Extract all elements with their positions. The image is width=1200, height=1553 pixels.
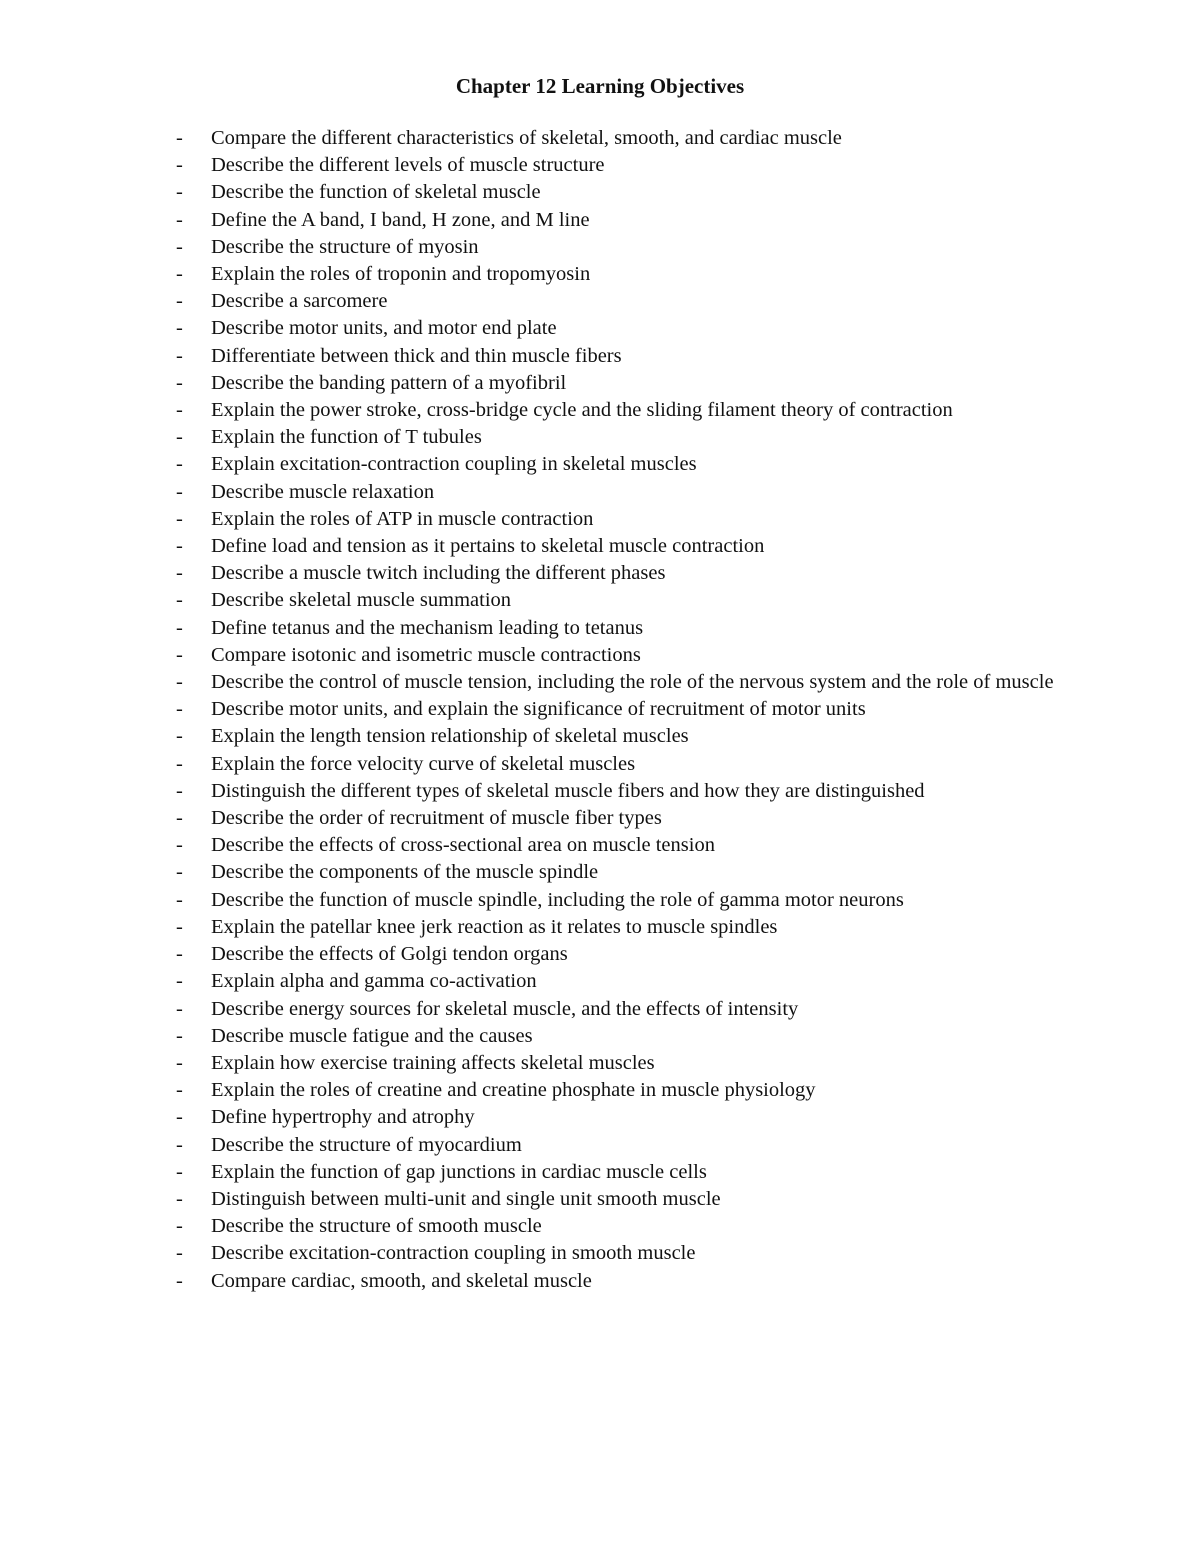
objective-text: Explain the function of T tubules <box>211 426 482 449</box>
dash-bullet: - <box>176 426 183 449</box>
list-item <box>176 207 1056 234</box>
list-item <box>176 560 1056 587</box>
objective-text: Describe the effects of Golgi tendon organs <box>211 943 568 966</box>
list-item <box>176 887 1056 914</box>
dash-bullet: - <box>176 997 183 1020</box>
dash-bullet: - <box>176 480 183 503</box>
objective-text: Explain the function of gap junctions in cardiac muscle cells <box>211 1160 707 1183</box>
list-item <box>176 859 1056 886</box>
objective-text: Describe muscle fatigue and the causes <box>211 1024 533 1047</box>
list-item <box>176 1186 1056 1213</box>
list-item <box>176 914 1056 941</box>
objective-text: Compare the different characteristics of skeletal, smooth, and cardiac muscle <box>211 127 842 149</box>
objective-text: Describe the banding pattern of a myofibril <box>211 371 567 394</box>
list-item <box>176 1132 1056 1159</box>
dash-bullet: - <box>176 535 183 558</box>
dash-bullet: - <box>176 507 183 530</box>
list-item <box>176 424 1056 451</box>
dash-bullet: - <box>176 943 183 966</box>
list-item <box>176 1240 1056 1267</box>
objective-text: Describe the different levels of muscle structure <box>211 154 605 177</box>
list-item <box>176 1213 1056 1240</box>
objective-text: Describe the structure of myosin <box>211 235 479 258</box>
dash-bullet: - <box>176 915 183 938</box>
objective-text: Describe the order of recruitment of muscle fiber types <box>211 807 662 830</box>
dash-bullet: - <box>176 1215 183 1238</box>
dash-bullet: - <box>176 1106 183 1129</box>
list-item <box>176 397 1056 424</box>
objective-text: Explain the force velocity curve of skeletal muscles <box>211 752 636 775</box>
dash-bullet: - <box>176 589 183 612</box>
objective-text: Explain the patellar knee jerk reaction as it relates to muscle spindles <box>211 915 778 938</box>
dash-bullet: - <box>176 1187 183 1210</box>
dash-bullet: - <box>176 643 183 666</box>
list-item <box>176 669 1056 696</box>
objective-text: Define the A band, I band, H zone, and M line <box>211 208 590 231</box>
objective-text: Define load and tension as it pertains to skeletal muscle contraction <box>211 535 765 558</box>
dash-bullet: - <box>176 1024 183 1047</box>
list-item <box>176 533 1056 560</box>
objective-text: Describe a sarcomere <box>211 290 388 313</box>
dash-bullet: - <box>176 834 183 857</box>
dash-bullet: - <box>176 562 183 585</box>
dash-bullet: - <box>176 779 183 802</box>
objective-text: Describe energy sources for skeletal muscle, and the effects of intensity <box>211 997 799 1020</box>
objective-text: Explain how exercise training affects skeletal muscles <box>211 1051 655 1074</box>
list-item <box>176 288 1056 315</box>
objective-text: Describe the structure of smooth muscle <box>211 1215 542 1238</box>
list-item <box>176 125 1056 152</box>
list-item <box>176 152 1056 179</box>
dash-bullet: - <box>176 344 183 367</box>
list-item <box>176 615 1056 642</box>
list-item <box>176 1159 1056 1186</box>
dash-bullet: - <box>176 807 183 830</box>
list-item <box>176 451 1056 478</box>
objective-text: Differentiate between thick and thin muscle fibers <box>211 344 622 367</box>
dash-bullet: - <box>176 1242 183 1265</box>
list-item <box>176 996 1056 1023</box>
objective-text: Describe muscle relaxation <box>211 480 435 503</box>
dash-bullet: - <box>176 317 183 340</box>
list-item <box>176 723 1056 750</box>
objective-text: Explain the roles of ATP in muscle contraction <box>211 507 594 530</box>
dash-bullet: - <box>176 616 183 639</box>
dash-bullet: - <box>176 888 183 911</box>
dash-bullet: - <box>176 1051 183 1074</box>
dash-bullet: - <box>176 181 183 204</box>
dash-bullet: - <box>176 970 183 993</box>
objective-text: Distinguish between multi-unit and single unit smooth muscle <box>211 1187 721 1210</box>
list-item <box>176 1268 1056 1295</box>
objective-text: Describe a muscle twitch including the different phases <box>211 562 666 585</box>
dash-bullet: - <box>176 127 183 149</box>
dash-bullet: - <box>176 263 183 286</box>
dash-bullet: - <box>176 453 183 476</box>
objective-text: Describe the structure of myocardium <box>211 1133 522 1156</box>
dash-bullet: - <box>176 371 183 394</box>
dash-bullet: - <box>176 154 183 177</box>
objective-text: Describe the function of muscle spindle, including the role of gamma motor neurons <box>211 888 904 911</box>
list-item <box>176 642 1056 669</box>
list-item <box>176 1104 1056 1131</box>
objective-text: Compare isotonic and isometric muscle contractions <box>211 643 641 666</box>
objective-text: Distinguish the different types of skeletal muscle fibers and how they are distinguished <box>211 779 925 802</box>
dash-bullet: - <box>176 1160 183 1183</box>
list-item <box>176 179 1056 206</box>
list-item <box>176 1023 1056 1050</box>
list-item <box>176 315 1056 342</box>
objective-text: Define tetanus and the mechanism leading to tetanus <box>211 616 644 639</box>
objective-text: Compare cardiac, smooth, and skeletal muscle <box>211 1269 592 1292</box>
objective-text: Define hypertrophy and atrophy <box>211 1106 475 1129</box>
objective-text: Describe the control of muscle tension, including the role of the nervous system and the role of muscle <box>211 671 1054 694</box>
list-item <box>176 370 1056 397</box>
list-item <box>176 696 1056 723</box>
list-item <box>176 751 1056 778</box>
list-item <box>176 234 1056 261</box>
list-item <box>176 1077 1056 1104</box>
dash-bullet: - <box>176 208 183 231</box>
objective-text: Describe the effects of cross-sectional area on muscle tension <box>211 834 715 857</box>
objective-text: Explain the roles of troponin and tropomyosin <box>211 263 591 286</box>
dash-bullet: - <box>176 1133 183 1156</box>
list-item <box>176 1050 1056 1077</box>
dash-bullet: - <box>176 861 183 884</box>
objective-text: Explain the length tension relationship of skeletal muscles <box>211 725 689 748</box>
dash-bullet: - <box>176 290 183 313</box>
dash-bullet: - <box>176 698 183 721</box>
list-item <box>176 261 1056 288</box>
list-item <box>176 968 1056 995</box>
objective-text: Explain alpha and gamma co-activation <box>211 970 537 993</box>
list-item <box>176 479 1056 506</box>
list-item <box>176 778 1056 805</box>
dash-bullet: - <box>176 1079 183 1102</box>
dash-bullet: - <box>176 1269 183 1292</box>
list-item <box>176 832 1056 859</box>
list-item <box>176 506 1056 533</box>
objective-text: Explain the roles of creatine and creatine phosphate in muscle physiology <box>211 1079 816 1102</box>
objective-text: Describe the function of skeletal muscle <box>211 181 541 204</box>
objective-text: Describe motor units, and explain the significance of recruitment of motor units <box>211 698 866 721</box>
list-item <box>176 343 1056 370</box>
objective-text: Describe motor units, and motor end plate <box>211 317 557 340</box>
dash-bullet: - <box>176 671 183 694</box>
dash-bullet: - <box>176 752 183 775</box>
dash-bullet: - <box>176 399 183 422</box>
objective-text: Describe excitation-contraction coupling in smooth muscle <box>211 1242 696 1265</box>
objective-text: Explain excitation-contraction coupling in skeletal muscles <box>211 453 697 476</box>
list-item <box>176 941 1056 968</box>
list-item <box>176 805 1056 832</box>
dash-bullet: - <box>176 235 183 258</box>
dash-bullet: - <box>176 725 183 748</box>
objective-text: Describe the components of the muscle spindle <box>211 861 599 884</box>
objective-text: Explain the power stroke, cross-bridge cycle and the sliding filament theory of contraction <box>211 399 953 422</box>
page-title: Chapter 12 Learning Objectives <box>455 74 745 98</box>
objective-text: Describe skeletal muscle summation <box>211 589 512 612</box>
list-item <box>176 587 1056 614</box>
objectives-list <box>176 125 1056 1295</box>
